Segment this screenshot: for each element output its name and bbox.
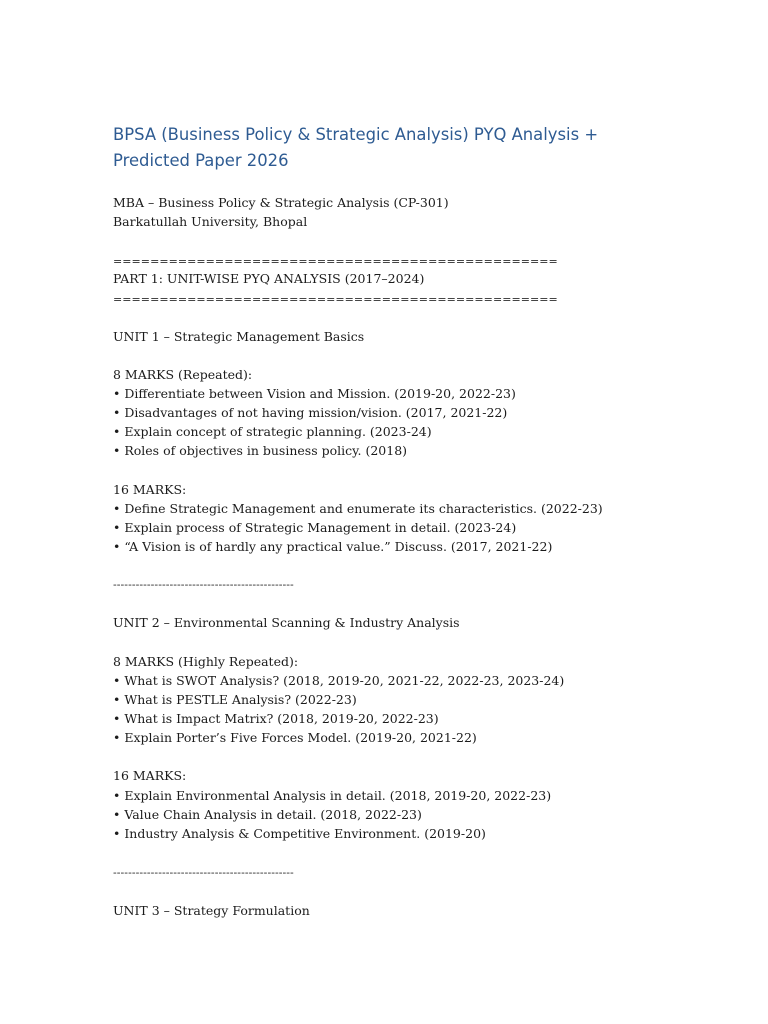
double-separator-bottom: ================================================ [113,293,558,306]
question-item: • Industry Analysis & Competitive Environment. (2019-20) [113,826,486,841]
question-item: • Value Chain Analysis in detail. (2018, 2022-23) [113,807,422,822]
question-item: • Explain process of Strategic Management in detail. (2023-24) [113,520,517,535]
question-item: • What is SWOT Analysis? (2018, 2019-20, 2021-22, 2022-23, 2023-24) [113,673,565,688]
question-item: • What is PESTLE Analysis? (2022-23) [113,692,357,707]
question-item: • Define Strategic Management and enumerate its characteristics. (2022-23) [113,501,603,516]
marks-label: 8 MARKS (Repeated): [113,367,253,382]
question-item: • Explain Porter’s Five Forces Model. (2019-20, 2021-22) [113,730,477,745]
document-title: BPSA (Business Policy & Strategic Analysis) PYQ Analysis + Predicted Paper 2026 [113,125,599,170]
unit-heading: UNIT 1 – Strategic Management Basics [113,329,365,344]
unit-heading: UNIT 2 – Environmental Scanning & Industry Analysis [113,615,460,630]
marks-label: 8 MARKS (Highly Repeated): [113,654,299,669]
question-item: • Roles of objectives in business policy. (2018) [113,443,408,458]
dash-separator: ------------------------------------------------ [113,578,294,591]
part-heading: PART 1: UNIT-WISE PYQ ANALYSIS (2017–2024) [113,271,425,286]
question-item: • Explain Environmental Analysis in detail. (2018, 2019-20, 2022-23) [113,788,552,803]
dash-separator: ------------------------------------------------ [113,866,294,879]
course-line: MBA – Business Policy & Strategic Analysis (CP-301) [113,195,449,210]
question-item: • “A Vision is of hardly any practical value.” Discuss. (2017, 2021-22) [113,539,553,554]
question-item: • Explain concept of strategic planning. (2023-24) [113,424,432,439]
question-item: • What is Impact Matrix? (2018, 2019-20, 2022-23) [113,711,439,726]
double-separator-top: ================================================ [113,255,558,268]
question-item: • Disadvantages of not having mission/vision. (2017, 2021-22) [113,405,508,420]
marks-label: 16 MARKS: [113,768,187,783]
marks-label: 16 MARKS: [113,482,187,497]
unit-heading: UNIT 3 – Strategy Formulation [113,903,310,918]
question-item: • Differentiate between Vision and Mission. (2019-20, 2022-23) [113,386,516,401]
university-line: Barkatullah University, Bhopal [113,214,308,229]
